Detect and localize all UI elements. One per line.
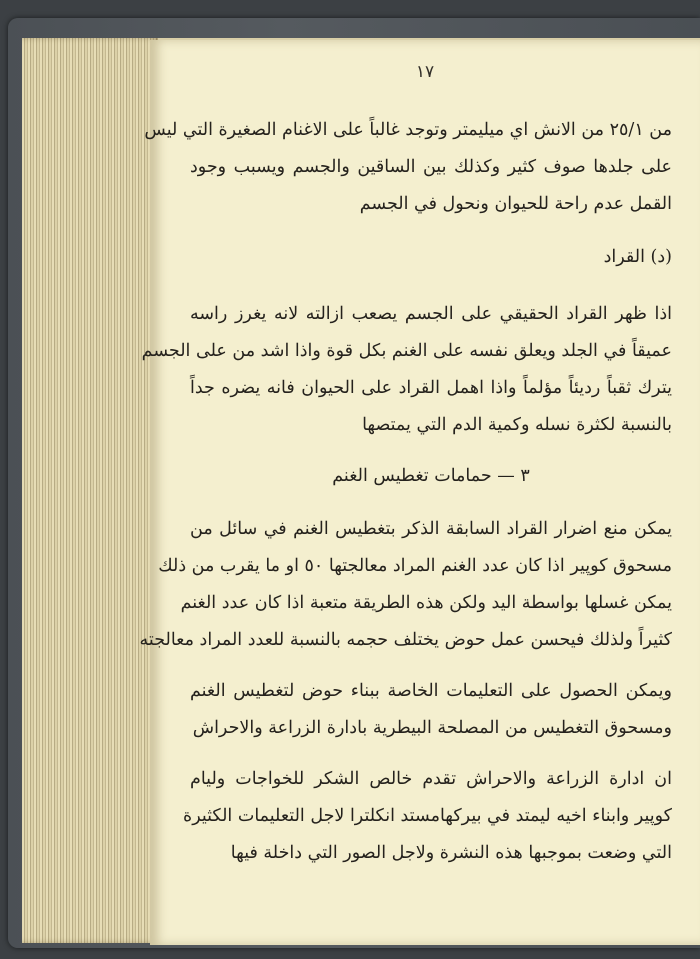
section-heading-dipping: ٣ — حمامات تغطيس الغنم <box>332 466 530 486</box>
text-line: بالنسبة لكثرة نسله وكمية الدم التي يمتصها <box>362 415 672 435</box>
subheading-ticks: (د) القراد <box>603 247 672 267</box>
page-number: ١٧ <box>415 62 435 82</box>
paragraph-ticks <box>141 296 672 444</box>
text-line: يمكن منع اضرار القراد السابقة الذكر بتغطيس الغنم في سائل من <box>190 519 672 539</box>
text-line: على جلدها صوف كثير وكذلك بين الساقين والجسم ويسبب وجود <box>190 157 672 177</box>
text-line: مسحوق كوپير اذا كان عدد الغنم المراد معالجتها ٥٠ او ما يقرب من ذلك <box>158 556 672 576</box>
paragraph-thanks <box>183 761 672 872</box>
text-line: اذا ظهر القراد الحقيقي على الجسم يصعب ازالته لانه يغرز راسه <box>190 304 672 324</box>
page-edges <box>22 38 158 943</box>
paragraph-dipping <box>139 511 672 659</box>
paragraph-instructions <box>190 673 672 747</box>
text-line: القمل عدم راحة للحيوان ونحول في الجسم <box>359 194 672 214</box>
paragraph-lice <box>144 112 672 223</box>
text-line: يمكن غسلها بواسطة اليد ولكن هذه الطريقة متعبة اذا كان عدد الغنم <box>180 593 672 613</box>
text-line: ان ادارة الزراعة والاحراش تقدم خالص الشكر للخواجات وليام <box>190 769 672 789</box>
text-line: كوپير وابناء اخيه ليمتد في بيركهامستد انكلترا لاجل التعليمات الكثيرة <box>183 806 672 826</box>
text-line: كثيراً ولذلك فيحسن عمل حوض يختلف حجمه بالنسبة للعدد المراد معالجته <box>139 630 672 650</box>
text-line: يترك ثقباً رديئاً مؤلماً واذا اهمل القراد على الحيوان فانه يضره جداً <box>190 378 672 398</box>
text-line: ومسحوق التغطيس من المصلحة البيطرية بادارة الزراعة والاحراش <box>192 718 672 738</box>
page-text <box>139 112 672 872</box>
text-line: ويمكن الحصول على التعليمات الخاصة ببناء حوض لتغطيس الغنم <box>190 681 672 701</box>
text-line: عميقاً في الجلد ويعلق نفسه على الغنم بكل قوة واذا اشد من على الجسم <box>141 341 672 361</box>
text-line: من ٢٥/١ من الانش اي ميليمتر وتوجد غالباً على الاغنام الصغيرة التي ليس <box>144 120 672 140</box>
text-line: التي وضعت بموجبها هذه النشرة ولاجل الصور التي داخلة فيها <box>230 843 672 863</box>
